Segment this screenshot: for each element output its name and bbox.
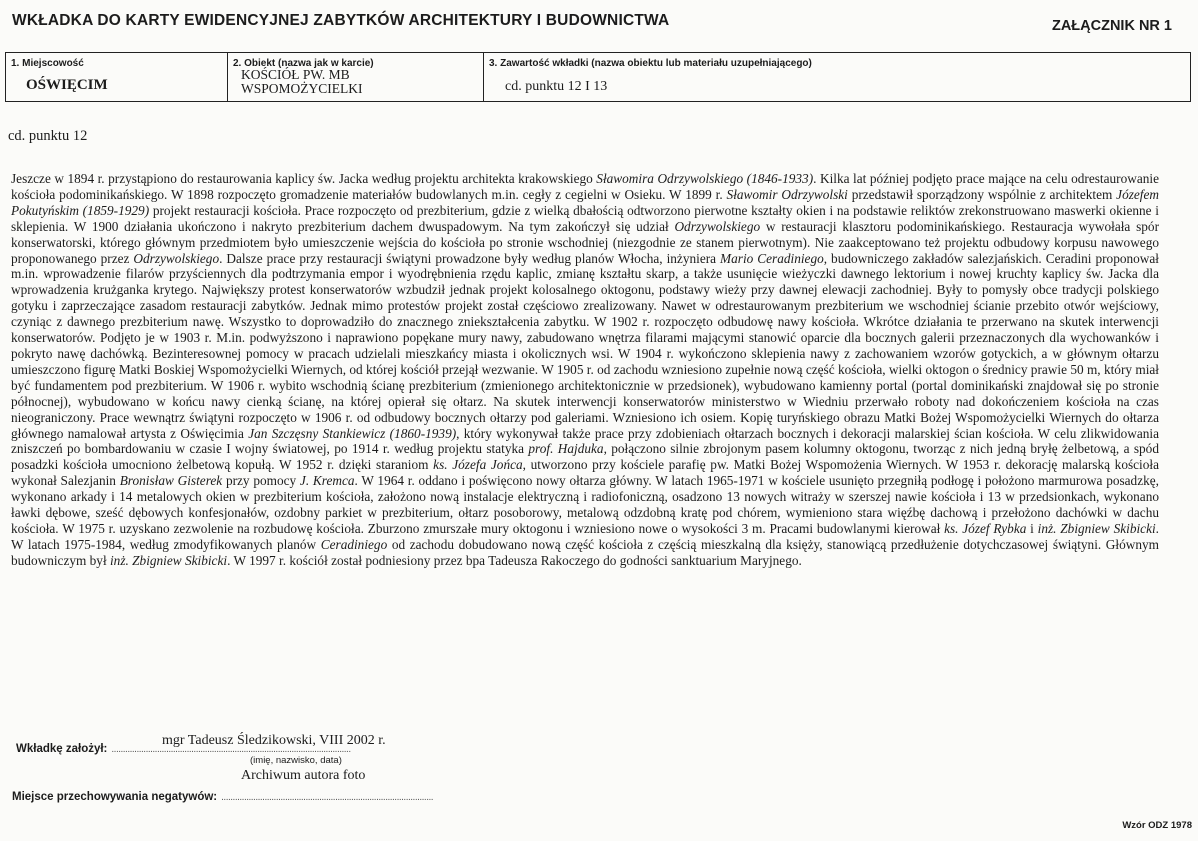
object-label-hint: (nazwa jak w karcie): [278, 58, 374, 69]
italic-name: Mario Ceradiniego: [720, 250, 824, 266]
italic-name: Odrzywolskiego: [674, 218, 761, 234]
storage-value: Archiwum autora foto: [241, 768, 366, 783]
italic-name: Jan Szczęsny Stankiewicz (1860-1939): [248, 425, 457, 441]
italic-name: Ceradiniego: [320, 536, 388, 552]
content-cell: [484, 53, 1190, 101]
text-run: od zachodu dobudowano nową część kościoła z częścią mieszkalną dla księży, stanowiącą przedłużenie dotychczasowej świątyni. Głównym budowniczym był: [11, 536, 1159, 568]
content-label: [489, 58, 812, 69]
text-run: . W latach 1975-1984, według zmodyfikowanych planów: [11, 520, 1159, 552]
locality-label: 1. Miejscowość: [11, 58, 84, 69]
content-value: cd. punktu 12 I 13: [505, 79, 608, 94]
text-run: , budowniczego zakładów salezjańskich. Ceradini proponował m.in. wprowadzenie filarów przyściennych dla podtrzymania empor i wyodrębnienia rzędu kaplic, zmianę kształtu skarp, a także usunięcie wieżyczki dawnego lektorium i nowej kruchty kaplicy św. Jacka dla wprowadzenia krużganka krytego. Największy protest konserwatorów wzbudził jednak projekt kolosalnego oktogonu, podstawy wieży przy dawnej elewacji zachodniej. Były to pomysły obce tradycji polskiego gotyku i zaprzeczające zasadom restauracji zabytków. Jednak mimo protestów projekt został częściowo zrealizowany. Nawet w odrestaurowanym prezbiterium we wschodniej ścianie przebito otwór wejściowy, czyniąc z dawnego prezbiterium nawę. Wszystko to doprowadziło do znacznego zniekształcenia zabytku. W 1902 r. rozpoczęto odbudowę nawy kościoła. Wkrótce działania te przerwano na skutek interwencji konserwatorów. Podjęto je w 1903 r. M.in. podwyższono i naprawiono popękane mury nawy, zabudowano wnętrza filarami mającymi stanowić oparcie dla bocznych galerii przeznaczonych dla wychowanków i pokryto nawę dachówką. Bezinteresownej pomocy w pracach udzielali mieszkańcy miasta i okolicznych wsi. W 1904 r. wykończono sklepienia nawy z zachowaniem wzorów gotyckich, a w głównym ołtarzu umieszczono figurę Matki Boskiej Wspomożycielki Wiernych, od której kościół przejął wezwanie. W 1905 r. od zachodu wzniesiono zupełnie nową część kościoła, wielki oktogon o średnicy prawie 50 m, który miał być fundamentem pod prezbiterium. W 1906 r. wybito wschodnią ścianę prezbiterium (zmienionego architektonicznie w przedsionek), wybudowano kamienny portal (portal dominikański znajdował się po stronie północnej), wybudowano w końcu nawy cienką ścianę, na której opierał się ołtarz. Na skutek interwencji konserwatorów ministerstwo w Wiedniu przerwało roboty nad dokończeniem kościoła na czas nieograniczony. Prace wewnątrz świątyni rozpoczęto w 1906 r. od odbudowy bocznych ołtarzy pod galeriami. Wzniesiono ich osiem. Kopię turyńskiego obrazu Matki Bożej Wspomożycielki Wiernych do ołtarza głównego namalował artysta z Oświęcimia: [11, 250, 1159, 441]
section-heading: cd. punktu 12: [8, 128, 88, 144]
dotted-fill: .............................................................................................: [221, 792, 434, 803]
italic-name: J. Kremca: [299, 473, 355, 489]
form-title: WKŁADKA DO KARTY EWIDENCYJNEJ ZABYTKÓW ARCHITEKTURY I BUDOWNICTWA: [12, 12, 670, 29]
header-fields-table: [5, 52, 1191, 102]
text-run: , połączono silnie zbrojonym pasem kolumny oktogonu, tworząc z nich jedną bryłę żelbetową, a spód posadzki kościoła umocniono żelbetową kopułą. W 1952 r. dzięki staraniom: [11, 441, 1159, 473]
text-run: Jeszcze w 1894 r. przystąpiono do restaurowania kaplicy św. Jacka według projektu architekta krakowskiego: [11, 171, 597, 186]
text-run: , utworzono przy kościele parafię pw. Matki Bożej Wspomożenia Wiernych. W 1953 r. dekorację malarską kościoła wykonał Salezjanin: [11, 457, 1159, 489]
founded-value: mgr Tadeusz Śledzikowski, VIII 2002 r.: [162, 733, 386, 748]
locality-cell: [6, 53, 228, 101]
attachment-number: ZAŁĄCZNIK NR 1: [1051, 18, 1172, 34]
founded-label: Wkładkę założył:: [16, 743, 108, 755]
storage-label: Miejsce przechowywania negatywów:: [12, 791, 218, 803]
storage-line: [12, 787, 433, 805]
object-value: [241, 68, 363, 96]
object-label-text: 2. Obiekt: [233, 58, 276, 69]
content-label-hint: (nazwa obiektu lub materiału uzupełniającego): [591, 58, 812, 69]
italic-name: inż. Zbigniew Skibicki: [109, 552, 228, 568]
object-value-line1: KOŚCIÓŁ PW. MB: [241, 67, 350, 82]
italic-name: Sławomira Odrzywolskiego (1846-1933): [596, 171, 814, 186]
form-identifier: Wzór ODZ 1978: [1122, 820, 1192, 831]
text-run: i: [1026, 520, 1038, 536]
history-paragraph: [11, 171, 1159, 569]
text-run: projekt restauracji kościoła. Prace rozpoczęto od prezbiterium, gdzie z wielką dbałością odtworzono pierwotne kształty okien i na podstawie reliktów zrekonstruowano maswerki okienne i sklepienia. W 1900 działania ukończono i nakryto prezbiterium dachem dwuspadowym. Na tym zakończył się udział: [11, 202, 1159, 234]
text-run: , który wykonywał także prace przy zdobieniach ołtarzach bocznych i dekoracji malarskiej ścian kościoła. W celu zlikwidowania zniszczeń po bombardowaniu w czasie I wojny światowej, po 1914 r. według projektu statyka: [11, 425, 1159, 457]
italic-name: prof. Hajduka: [528, 441, 604, 457]
italic-name: inż. Zbigniew Skibicki: [1037, 520, 1156, 536]
italic-name: ks. Józef Rybka: [944, 520, 1027, 536]
italic-name: ks. Józefa Jońca: [433, 457, 523, 473]
text-run: w restauracji klasztoru podominikańskiego. Restauracja wywołała spór konserwatorski, którego głównym przedmiotem było umieszczenie wejścia do kościoła po stronie wschodniej (niezgodnie ze stanem pierwotnym). Nie zaakceptowano też projektu odbudowy korpusu nawowego proponowanego przez: [11, 218, 1159, 266]
italic-name: Józefem Pokutyńskim (1859-1929): [11, 186, 1159, 218]
text-run: . W 1997 r. kościół został podniesiony przez bpa Tadeusza Rakoczego do godności sanktuarium Maryjnego.: [227, 552, 802, 568]
text-run: przedstawił sporządzony wspólnie z architektem: [847, 186, 1117, 202]
italic-name: Sławomir Odrzywolski: [726, 186, 848, 202]
text-run: przy pomocy: [222, 473, 300, 489]
text-run: . Dalsze prace przy restauracji świątyni prowadzone były według planów Włocha, inżyniera: [219, 250, 721, 266]
dotted-fill: .........................................................................................................: [111, 744, 351, 755]
object-value-line2: WSPOMOŻYCIELKI: [241, 81, 363, 96]
italic-name: Odrzywolskiego: [133, 250, 220, 266]
founded-hint: (imię, nazwisko, data): [250, 755, 342, 766]
content-label-text: 3. Zawartość wkładki: [489, 58, 589, 69]
object-cell: [228, 53, 484, 101]
text-run: . Kilka lat później podjęto prace mające na celu odrestaurowanie kościoła podominikańskiego. W 1898 rozpoczęto gromadzenie materiałów budowlanych m.in. cegły z cegielni w Osieku. W 1899 r.: [11, 171, 1159, 202]
italic-name: Bronisław Gisterek: [119, 473, 223, 489]
locality-value: OŚWIĘCIM: [26, 77, 108, 93]
text-run: . W 1964 r. oddano i poświęcono nowy ołtarza główny. W latach 1965-1971 w kościele usunięto przegniłą podłogę i położono marmurowa posadzkę, wykonano arkady i 14 metalowych okien w prezbiterium kościoła, założono nową instalacje elektryczną i radiofoniczną, osadzono 13 nowych witraży w szerszej nawie kościoła i 13 w przedsionkach, wykonano ławki dębowe, sześć dębowych konfesjonałów, ozdobny parkiet w prezbiterium, ołtarz posoborowy, metalową odzdobną kratę pod chórem, wymieniono stara więźbę dachową i przełożono dachówki w dachu kościoła. W 1975 r. uzyskano zezwolenie na rozbudowę kościoła. Zburzono zmurszałe mury oktogonu i wzniesiono nowe o wysokości 3 m. Pracami budowlanymi kierował: [11, 473, 1159, 536]
